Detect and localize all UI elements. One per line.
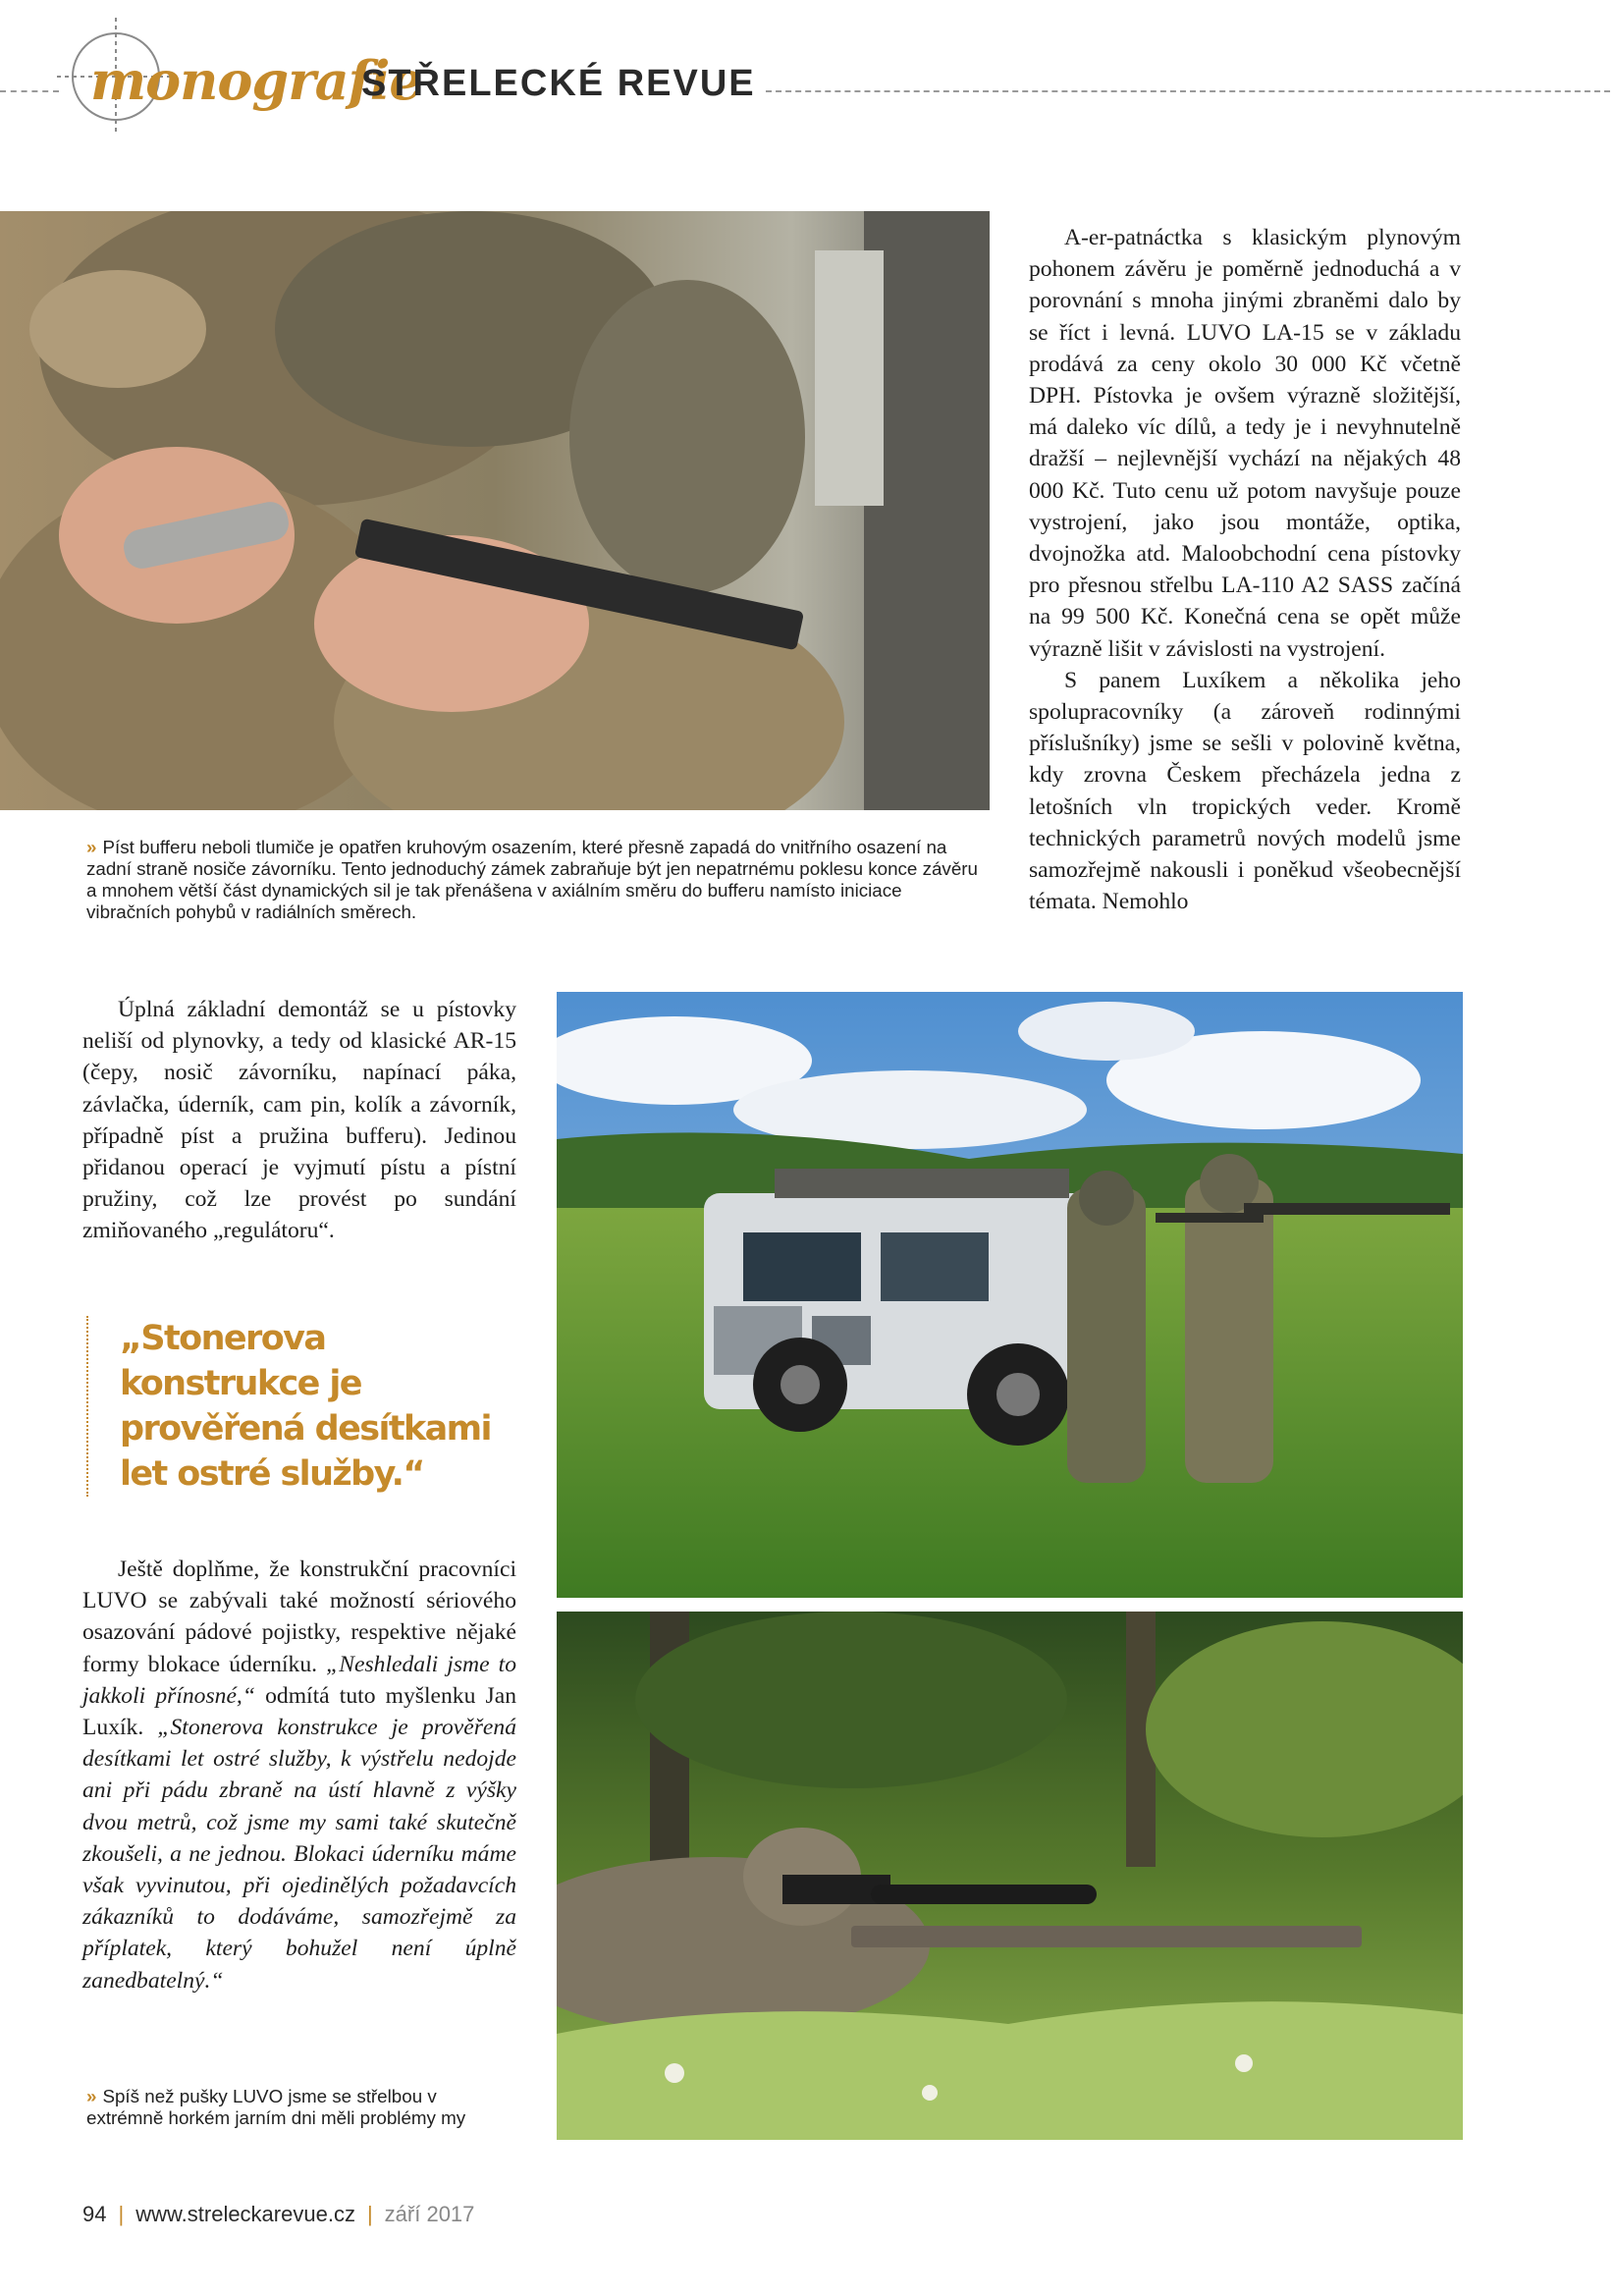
text-run: odmítá tuto myšlenku Jan Luxík. (82, 1682, 516, 1741)
header-rule-left (0, 90, 59, 92)
photo-caption-bottom (86, 2086, 518, 2129)
page-number: 94 (82, 2202, 107, 2226)
left-column-upper (82, 994, 516, 1247)
photo-caption-top (86, 837, 990, 923)
paragraph: S panem Luxíkem a několika jeho spolupracovníky (a zároveň rodinnými příslušníky) jsme se sešli v polovině května, kdy zrovna Českem přecházela jedna z letošních vln tropických veder. Kromě technických parametrů nových modelů jsme samozřejmě nakousli i poněkud všeobecnější témata. Nemohlo (1029, 667, 1461, 915)
caption-text: Spíš než pušky LUVO jsme se střelbou v extrémně horkém jarním dni měli problémy my (86, 2086, 466, 2128)
truck-soldiers-photo-icon (557, 992, 1463, 1598)
prone-sniper-photo-icon (557, 1612, 1463, 2140)
text-run: Ještě doplňme, že konstrukční pracovníci LUVO se zabývali také možností sériového osazování pádové pojistky, respektive nějaké formy blokace úderníku. (82, 1557, 516, 1677)
issue-date: září 2017 (384, 2202, 475, 2226)
site-url[interactable]: www.streleckarevue.cz (135, 2202, 355, 2226)
paragraph: Úplná základní demontáž se u pístovky neliší od plynovky, a tedy od klasické AR-15 (čepy, nosič závorníku, napínací páka, závlačka, úderník, cam pin, kolík a závorník, případně píst a pružina bufferu). Jedinou přidanou operací je vyjmutí pístu a pístní pružiny, což lze provést po sundání zmiňovaného „regulátoru“. (82, 997, 516, 1244)
paragraph (82, 1554, 516, 1996)
page-footer: 94 | www.streleckarevue.cz | září 2017 (82, 2202, 475, 2226)
magazine-title: STŘELECKÉ REVUE (361, 63, 756, 104)
photo-prone-sniper (557, 1612, 1463, 2140)
photo-bolt-carrier (0, 211, 990, 810)
caption-arrow-icon: » (86, 837, 97, 857)
caption-arrow-icon: » (86, 2086, 97, 2106)
section-brand: monografie (90, 49, 422, 112)
right-column (1029, 222, 1461, 917)
caption-text: Píst bufferu neboli tlumiče je opatřen kruhovým osazením, které přesně zapadá do vnitřního osazení na zadní straně nosiče závorníku. Tento jednoduchý zámek zabraňuje být jen nepatrnému poklesu konce závěru a mnohem větší část dynamických sil je tak přenášena v axiálním směru do bufferu namísto iniciace vibračních pohybů v radiálních směrech. (86, 837, 978, 922)
paragraph: A-er-patnáctka s klasickým plynovým pohonem závěru je poměrně jednoduchá a v porovnání s mnoha jinými zbraněmi dalo by se říct i levná. LUVO LA-15 se v základu prodává za ceny okolo 30 000 Kč včetně DPH. Pístovka je ovšem výrazně složitější, má daleko víc dílů, a tedy je i nevyhnutelně dražší – nejlevnější vychází na nějakých 48 000 Kč. Tuto cenu už potom navyšuje pouze vystrojení, jako jsou montáže, optika, dvojnožka atd. Maloobchodní cena pístovky pro přesnou střelbu LA-110 A2 SASS začíná na 99 500 Kč. Konečná cena se opět může výrazně lišit v závislosti na vystrojení. (1029, 225, 1461, 662)
photo-truck-soldiers (557, 992, 1463, 1598)
quote-run: „Neshledali jsme to jakkoli přínosné,“ (82, 1651, 517, 1709)
quote-run: „Stonerova konstrukce je prověřená desítkami let ostré služby, k výstřelu nedojde ani při pádu zbraně na ústí hlavně z výšky dvou metrů, což jsme my sami také skutečně zkoušeli, a ne jednou. Blokaci úderníku máme však vyvinutou, při ojedinělých požadavcích zákazníků to dodáváme, samozřejmě za příplatek, který bohužel není úplně zanedbatelný.“ (82, 1715, 516, 1994)
bolt-carrier-photo-icon (0, 211, 990, 810)
left-column-lower (82, 1554, 516, 1996)
pull-quote: „Stonerova konstrukce je prověřená desítkami let ostré služby.“ (86, 1316, 503, 1497)
header-rule-right (766, 90, 1610, 92)
